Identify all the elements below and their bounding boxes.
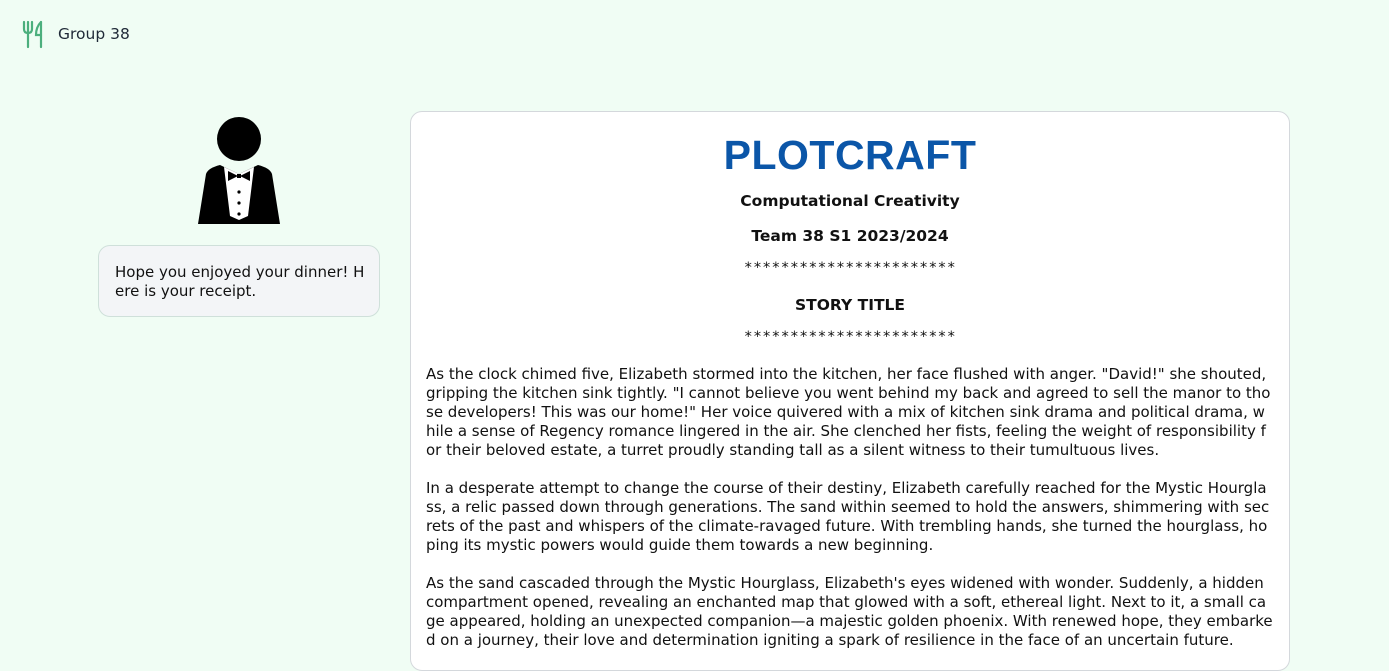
app-title: Group 38 <box>58 25 130 43</box>
story-body <box>426 365 1273 669</box>
receipt-separator-bottom: *********************** <box>743 329 957 345</box>
story-paragraph: As the clock chimed five, Elizabeth stormed into the kitchen, her face flushed with anger. "David!" she shouted, gripping the kitchen sink tightly. "I cannot believe you went behind my back and agreed to sell the manor to those developers! This was our home!" Her voice quivered with a mix of kitchen sink drama and political drama, while a sense of Regency romance lingered in the air. She clenched her fists, feeling the weight of responsibility for their beloved estate, a turret proudly standing tall as a silent witness to their tumultuous lives. <box>426 365 1271 459</box>
receipt-brand: PLOTCRAFT <box>723 132 977 178</box>
waiter-icon <box>196 116 282 224</box>
receipt-subtitle: Computational Creativity <box>740 192 960 210</box>
receipt-separator-top: *********************** <box>743 260 957 276</box>
story-paragraph: In a desperate attempt to change the course of their destiny, Elizabeth carefully reached for the Mystic Hourglass, a relic passed down through generations. The sand within seemed to hold the answers, shimmering with secrets of the past and whispers of the climate-ravaged future. With trembling hands, she turned the hourglass, hoping its mystic powers would guide them towards a new beginning. <box>426 479 1270 554</box>
app-header <box>20 18 130 50</box>
fork-knife-icon <box>20 19 46 49</box>
receipt-card <box>410 111 1290 671</box>
chat-bubble: Hope you enjoyed your dinner! Here is your receipt. <box>98 245 380 317</box>
receipt-team: Team 38 S1 2023/2024 <box>751 227 949 245</box>
story-paragraph: As the sand cascaded through the Mystic Hourglass, Elizabeth's eyes widened with wonder. Suddenly, a hidden compartment opened, revealing an enchanted map that glowed with a soft, ethereal light. Next to it, a small cage appeared, holding an unexpected companion—a majestic golden phoenix. With renewed hope, they embarked on a journey, their love and determination igniting a spark of resilience in the face of an uncertain future. <box>426 574 1273 649</box>
story-title: STORY TITLE <box>795 296 905 314</box>
